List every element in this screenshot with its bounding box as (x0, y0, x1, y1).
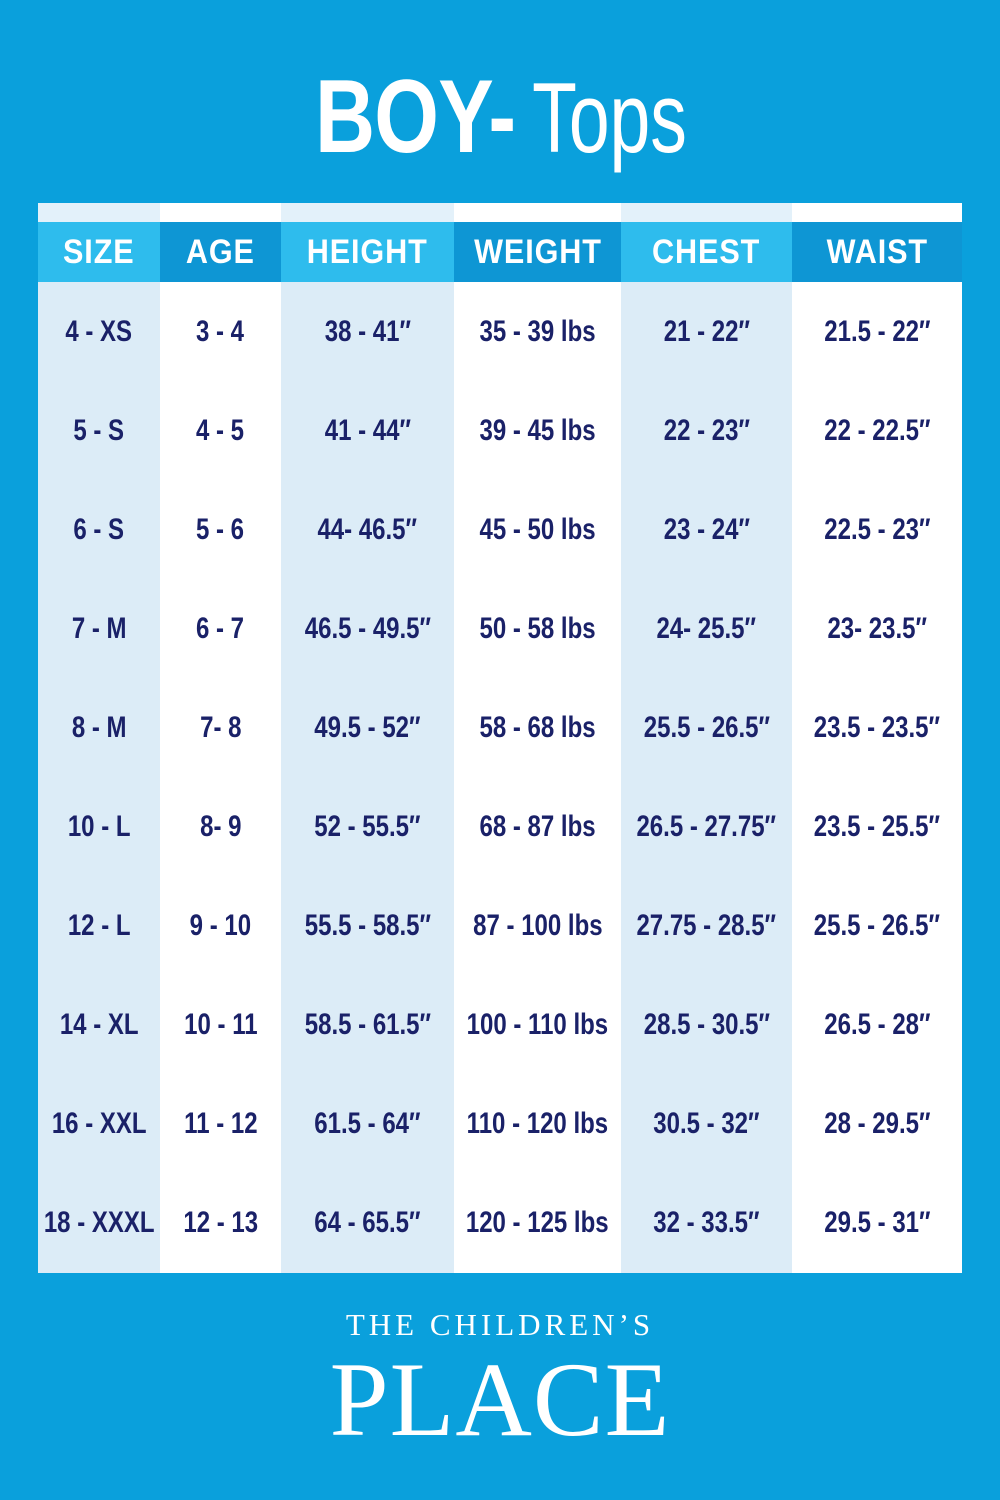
cell-size (38, 480, 160, 579)
cell-size (38, 282, 160, 381)
cell-age (160, 381, 281, 480)
cell-value: 68 - 87 lbs (479, 810, 596, 844)
cell-value: 16 - XXL (51, 1107, 147, 1141)
page-title (0, 58, 1000, 177)
cell-age (160, 777, 281, 876)
strip-cell (621, 203, 792, 222)
cell-waist (792, 976, 962, 1075)
cell-value: 14 - XL (59, 1008, 139, 1042)
cell-value: 10 - L (67, 810, 131, 844)
cell-value: 28.5 - 30.5″ (643, 1008, 770, 1042)
strip-cell (792, 203, 962, 222)
cell-value: 49.5 - 52″ (314, 710, 421, 744)
cell-chest (621, 1174, 792, 1273)
cell-waist (792, 1075, 962, 1174)
cell-size (38, 777, 160, 876)
cell-value: 3 - 4 (196, 314, 245, 348)
cell-value: 23 - 24″ (663, 512, 750, 546)
cell-value: 8- 9 (199, 810, 242, 844)
cell-chest (621, 282, 792, 381)
cell-weight (454, 1174, 621, 1273)
cell-value: 4 - XS (65, 314, 133, 348)
cell-value: 39 - 45 lbs (479, 413, 596, 447)
cell-waist (792, 877, 962, 976)
cell-value: 32 - 33.5″ (653, 1206, 760, 1240)
table-row (38, 480, 962, 579)
cell-age (160, 282, 281, 381)
cell-value: 64 - 65.5″ (314, 1206, 421, 1240)
cell-value: 21.5 - 22″ (823, 314, 931, 348)
table-row (38, 282, 962, 381)
size-table (38, 203, 962, 1273)
cell-height (281, 678, 454, 777)
cell-value: 11 - 12 (183, 1107, 258, 1141)
cell-height (281, 381, 454, 480)
cell-size (38, 1075, 160, 1174)
cell-age (160, 678, 281, 777)
cell-waist (792, 678, 962, 777)
cell-value: 100 - 110 lbs (466, 1008, 609, 1042)
header-chest (621, 222, 792, 282)
brand-name-top: THE CHILDREN’S (345, 1307, 655, 1342)
cell-chest (621, 877, 792, 976)
cell-weight (454, 976, 621, 1075)
cell-chest (621, 976, 792, 1075)
brand-name-bottom: PLACE (329, 1341, 671, 1459)
header-height (281, 222, 454, 282)
strip-cell (454, 203, 621, 222)
cell-value: 41 - 44″ (324, 413, 411, 447)
cell-value: 44- 46.5″ (317, 512, 418, 546)
cell-value: 55.5 - 58.5″ (304, 909, 431, 943)
cell-size (38, 678, 160, 777)
cell-value: 38 - 41″ (324, 314, 411, 348)
cell-value: 25.5 - 26.5″ (643, 710, 770, 744)
cell-value: 58.5 - 61.5″ (304, 1008, 431, 1042)
cell-value: 46.5 - 49.5″ (304, 611, 431, 645)
cell-chest (621, 480, 792, 579)
header-waist-label: WAIST (826, 232, 928, 271)
cell-age (160, 877, 281, 976)
strip-cell (38, 203, 160, 222)
cell-value: 120 - 125 lbs (466, 1206, 609, 1240)
cell-age (160, 579, 281, 678)
cell-value: 8 - M (71, 710, 127, 744)
cell-age (160, 1174, 281, 1273)
cell-value: 22 - 23″ (663, 413, 750, 447)
cell-value: 4 - 5 (196, 413, 245, 447)
cell-value: 21 - 22″ (663, 314, 750, 348)
cell-size (38, 579, 160, 678)
cell-value: 6 - 7 (196, 611, 245, 645)
cell-height (281, 777, 454, 876)
header-size (38, 222, 160, 282)
cell-value: 29.5 - 31″ (823, 1206, 931, 1240)
table-row (38, 976, 962, 1075)
cell-chest (621, 381, 792, 480)
cell-value: 25.5 - 26.5″ (813, 909, 941, 943)
cell-value: 50 - 58 lbs (479, 611, 596, 645)
cell-height (281, 877, 454, 976)
cell-height (281, 579, 454, 678)
cell-height (281, 1075, 454, 1174)
cell-chest (621, 678, 792, 777)
cell-value: 23.5 - 23.5″ (813, 710, 941, 744)
header-age (160, 222, 281, 282)
header-weight (454, 222, 621, 282)
cell-size (38, 877, 160, 976)
header-weight-label: WEIGHT (473, 232, 602, 271)
cell-weight (454, 877, 621, 976)
title-boy: BOY- (315, 59, 516, 175)
cell-height (281, 480, 454, 579)
table-body (38, 282, 962, 1273)
cell-value: 10 - 11 (183, 1008, 258, 1042)
table-row (38, 877, 962, 976)
cell-value: 6 - S (73, 512, 125, 546)
header-size-label: SIZE (63, 232, 135, 271)
cell-waist (792, 777, 962, 876)
cell-value: 22.5 - 23″ (823, 512, 931, 546)
cell-value: 24- 25.5″ (656, 611, 757, 645)
cell-weight (454, 777, 621, 876)
table-row (38, 1174, 962, 1273)
cell-value: 45 - 50 lbs (479, 512, 596, 546)
cell-value: 26.5 - 28″ (823, 1008, 931, 1042)
cell-chest (621, 777, 792, 876)
table-header-row (38, 222, 962, 282)
cell-weight (454, 579, 621, 678)
cell-height (281, 1174, 454, 1273)
cell-waist (792, 282, 962, 381)
cell-waist (792, 381, 962, 480)
header-height-label: HEIGHT (306, 232, 428, 271)
cell-weight (454, 282, 621, 381)
cell-value: 7- 8 (199, 710, 242, 744)
cell-value: 26.5 - 27.75″ (636, 810, 777, 844)
cell-weight (454, 480, 621, 579)
cell-value: 12 - L (67, 909, 131, 943)
table-row (38, 777, 962, 876)
cell-height (281, 976, 454, 1075)
cell-weight (454, 678, 621, 777)
table-top-strip (38, 203, 962, 222)
cell-value: 7 - M (71, 611, 127, 645)
table-row (38, 381, 962, 480)
cell-value: 18 - XXXL (43, 1206, 155, 1240)
cell-height (281, 282, 454, 381)
cell-value: 30.5 - 32″ (653, 1107, 760, 1141)
cell-chest (621, 1075, 792, 1174)
cell-value: 23- 23.5″ (827, 611, 927, 645)
cell-value: 5 - S (73, 413, 125, 447)
cell-age (160, 1075, 281, 1174)
table-row (38, 579, 962, 678)
title-tops: Tops (531, 62, 687, 173)
cell-waist (792, 1174, 962, 1273)
cell-value: 9 - 10 (189, 909, 252, 943)
brand-logo (0, 1306, 1000, 1459)
cell-size (38, 1174, 160, 1273)
cell-age (160, 976, 281, 1075)
cell-weight (454, 1075, 621, 1174)
cell-weight (454, 381, 621, 480)
cell-size (38, 381, 160, 480)
cell-waist (792, 480, 962, 579)
cell-value: 87 - 100 lbs (472, 909, 603, 943)
cell-age (160, 480, 281, 579)
table-row (38, 1075, 962, 1174)
cell-waist (792, 579, 962, 678)
cell-value: 5 - 6 (196, 512, 245, 546)
header-age-label: AGE (185, 232, 256, 271)
cell-value: 12 - 13 (183, 1206, 258, 1240)
cell-value: 28 - 29.5″ (823, 1107, 931, 1141)
header-waist (792, 222, 962, 282)
cell-value: 27.75 - 28.5″ (636, 909, 777, 943)
cell-chest (621, 579, 792, 678)
cell-value: 110 - 120 lbs (466, 1107, 609, 1141)
cell-value: 61.5 - 64″ (314, 1107, 421, 1141)
table-row (38, 678, 962, 777)
cell-value: 22 - 22.5″ (823, 413, 931, 447)
cell-value: 23.5 - 25.5″ (813, 810, 941, 844)
cell-value: 35 - 39 lbs (479, 314, 596, 348)
cell-value: 52 - 55.5″ (314, 810, 421, 844)
cell-value: 58 - 68 lbs (479, 710, 596, 744)
cell-size (38, 976, 160, 1075)
strip-cell (281, 203, 454, 222)
strip-cell (160, 203, 281, 222)
header-chest-label: CHEST (652, 232, 761, 271)
